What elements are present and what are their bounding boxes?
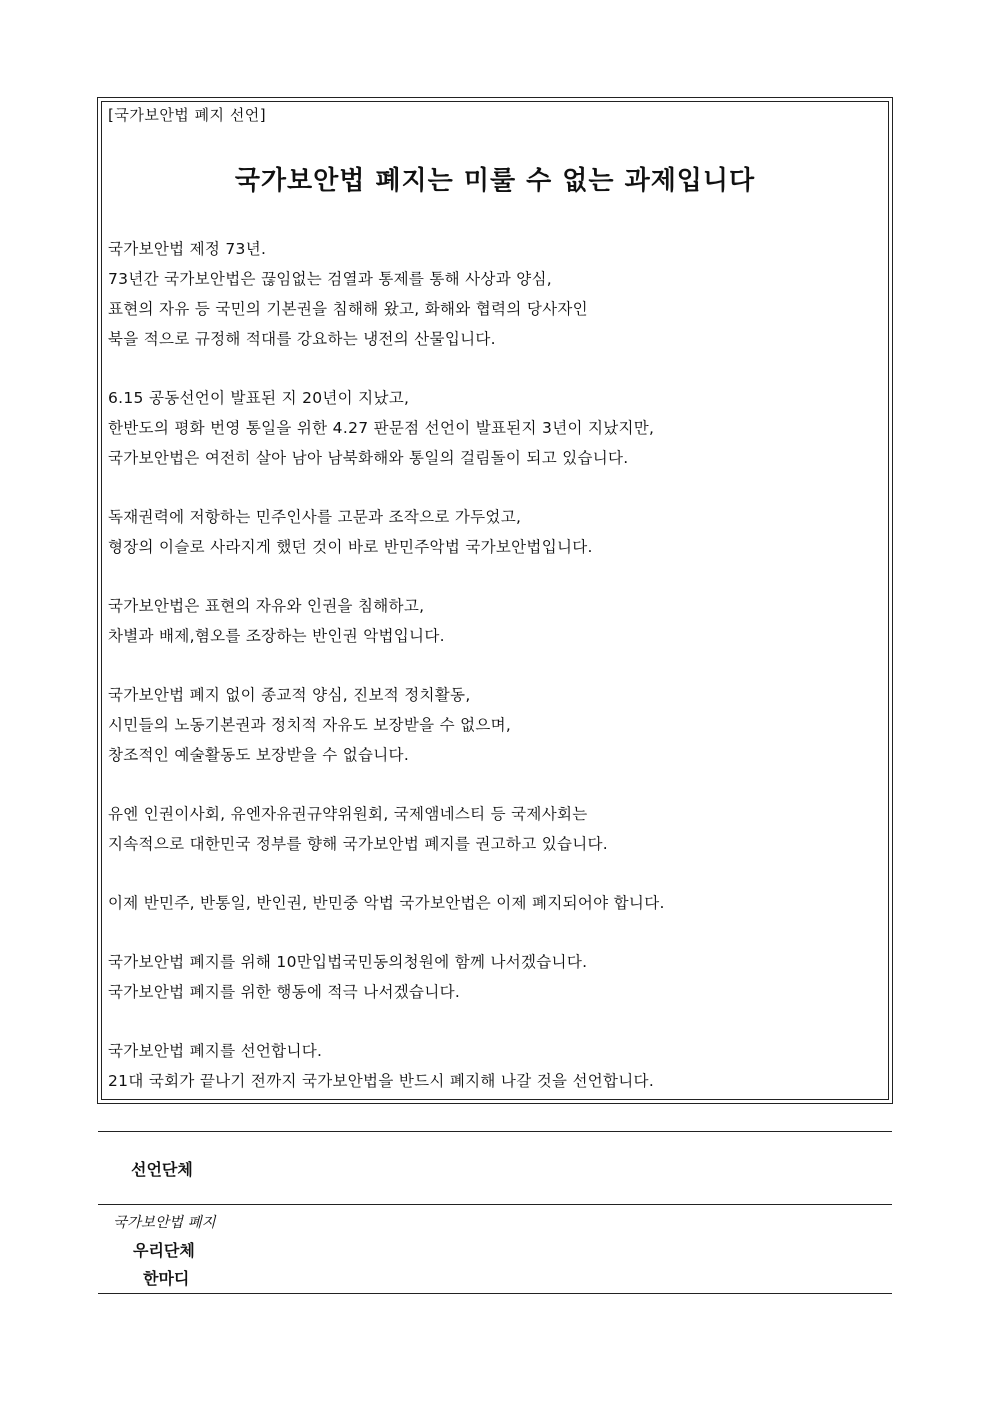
paragraph-line: 창조적인 예술활동도 보장받을 수 없습니다. — [108, 746, 410, 764]
declaration-paragraph — [108, 383, 878, 473]
paragraph-line: 국가보안법은 표현의 자유와 인권을 침해하고, — [108, 597, 425, 615]
paragraph-line: 표현의 자유 등 국민의 기본권을 침해해 왔고, 화해와 협력의 당사자인 — [108, 300, 588, 318]
divider-bottom — [98, 1293, 892, 1294]
divider-middle — [98, 1204, 892, 1205]
paragraph-line: 국가보안법 폐지 없이 종교적 양심, 진보적 정치활동, — [108, 686, 471, 704]
paragraph-line: 차별과 배제,혐오를 조장하는 반인권 악법입니다. — [108, 627, 445, 645]
footer-our-group: 우리단체 — [133, 1241, 195, 1260]
declaration-paragraph — [108, 947, 878, 1007]
paragraph-line: 지속적으로 대한민국 정부를 향해 국가보안법 폐지를 권고하고 있습니다. — [108, 835, 609, 853]
declaration-paragraph — [108, 799, 878, 859]
paragraph-line: 6.15 공동선언이 발표된 지 20년이 지났고, — [108, 389, 410, 407]
declaration-paragraph — [108, 502, 878, 562]
paragraph-line: 국가보안법 폐지를 위해 10만입법국민동의청원에 함께 나서겠습니다. — [108, 953, 588, 971]
paragraph-line: 한반도의 평화 번영 통일을 위한 4.27 판문점 선언이 발표된지 3년이 지났지만, — [108, 419, 655, 437]
declaration-tag: [국가보안법 폐지 선언] — [108, 106, 267, 124]
declaration-paragraph — [108, 680, 878, 770]
declaration-body — [108, 234, 878, 1100]
paragraph-line: 북을 적으로 규정해 적대를 강요하는 냉전의 산물입니다. — [108, 330, 496, 348]
declaration-paragraph — [108, 888, 878, 918]
declaration-title: 국가보안법 폐지는 미룰 수 없는 과제입니다 — [234, 166, 756, 196]
declaration-paragraph — [108, 591, 878, 651]
divider-top — [98, 1131, 892, 1132]
paragraph-line: 시민들의 노동기본권과 정치적 자유도 보장받을 수 없으며, — [108, 716, 512, 734]
paragraph-line: 73년간 국가보안법은 끊임없는 검열과 통제를 통해 사상과 양심, — [108, 270, 552, 288]
paragraph-line: 국가보안법 폐지를 선언합니다. — [108, 1042, 323, 1060]
declaration-paragraph — [108, 1036, 878, 1096]
paragraph-line: 국가보안법 폐지를 위한 행동에 적극 나서겠습니다. — [108, 983, 461, 1001]
paragraph-line: 형장의 이슬로 사라지게 했던 것이 바로 반민주악법 국가보안법입니다. — [108, 538, 593, 556]
paragraph-line: 유엔 인권이사회, 유엔자유권규약위원회, 국제앰네스티 등 국제사회는 — [108, 805, 588, 823]
paragraph-line: 국가보안법은 여전히 살아 남아 남북화해와 통일의 걸림돌이 되고 있습니다. — [108, 449, 629, 467]
paragraph-line: 이제 반민주, 반통일, 반인권, 반민중 악법 국가보안법은 이제 폐지되어야 합니다. — [108, 894, 665, 912]
footer-italic-label: 국가보안법 폐지 — [113, 1215, 216, 1231]
footer-one-word: 한마디 — [143, 1269, 190, 1288]
paragraph-line: 21대 국회가 끝나기 전까지 국가보안법을 반드시 폐지해 나갈 것을 선언합니다. — [108, 1072, 655, 1090]
paragraph-line: 독재권력에 저항하는 민주인사를 고문과 조작으로 가두었고, — [108, 508, 522, 526]
declaration-paragraph — [108, 234, 878, 354]
declaration-box — [101, 101, 889, 1100]
signatories-heading: 선언단체 — [131, 1160, 193, 1179]
paragraph-line: 국가보안법 제정 73년. — [108, 240, 267, 258]
